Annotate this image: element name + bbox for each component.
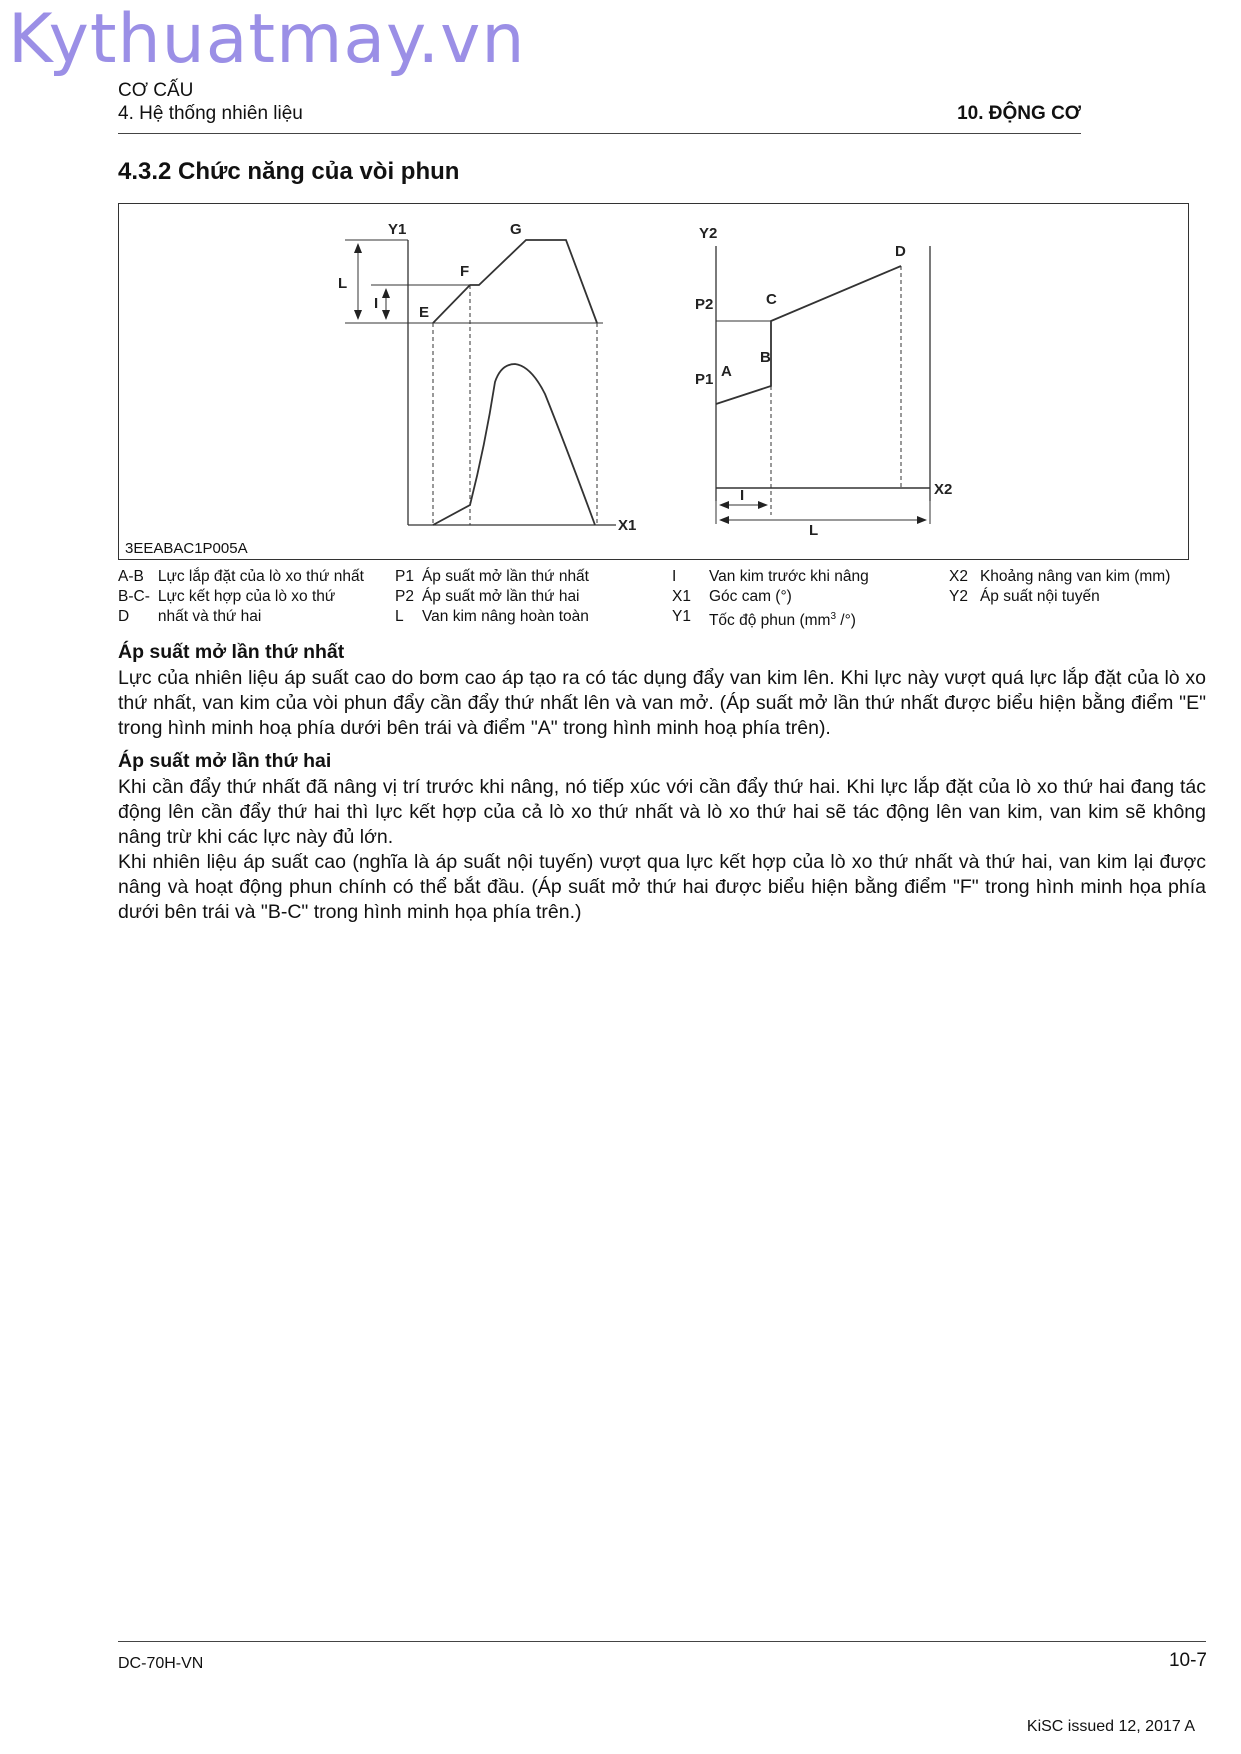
header-chapter: 10. ĐỘNG CƠ <box>957 103 1081 124</box>
section-heading-second-pressure: Áp suất mở lần thứ hai <box>118 750 332 772</box>
legend-item: L Van kim nâng hoàn toàn <box>395 608 589 625</box>
label-p2: P2 <box>695 296 714 313</box>
header-subsection: 4. Hệ thống nhiên liệu <box>118 103 303 124</box>
legend-item: Y2 Áp suất nội tuyến <box>949 588 1100 605</box>
right-diagram-labels <box>695 225 952 539</box>
label-g: G <box>510 221 522 238</box>
page-number: 10-7 <box>1168 1650 1207 1671</box>
label-x1: X1 <box>618 517 637 534</box>
label-e: E <box>419 304 430 321</box>
label-p1: P1 <box>695 371 714 388</box>
label-l-right: L <box>809 522 819 539</box>
paragraph: Khi nhiên liệu áp suất cao (nghĩa là áp suất nội tuyến) vượt qua lực kết hợp của lò xo thứ nhất và thứ hai, van kim lại được nâng và hoạt động phun chính có thể bắt đầu. (Áp suất mở thứ hai được biểu hiện bằng điểm "F" trong hình minh họa phía dưới bên trái và "B-C" trong hình minh họa phía trên.) <box>118 851 1206 923</box>
legend-item: Y1 Tốc độ phun ($mm^3$ /°) <box>672 608 856 630</box>
footer-doc-code: DC-70H-VN <box>118 1655 204 1672</box>
right-diagram <box>716 246 930 524</box>
label-f: F <box>460 263 470 280</box>
label-l-left: L <box>338 275 348 292</box>
left-diagram-labels <box>338 221 636 534</box>
label-x2: X2 <box>934 481 953 498</box>
legend-item: X1 Góc cam (°) <box>672 588 792 605</box>
legend-item: I Van kim trước khi nâng <box>672 568 869 585</box>
label-b: B <box>760 349 771 366</box>
legend-item: A-B Lực lắp đặt của lò xo thứ nhất <box>118 568 364 585</box>
label-y2: Y2 <box>699 225 718 242</box>
diagram <box>119 204 1188 559</box>
issued-note: KiSC issued 12, 2017 A <box>1026 1718 1195 1735</box>
label-c: C <box>766 291 777 308</box>
figure-code: 3EEABAC1P005A <box>125 540 248 557</box>
watermark: Kythuatmay.vn <box>8 0 526 79</box>
section-heading-first-pressure: Áp suất mở lần thứ nhất <box>118 641 345 663</box>
legend-item: P1 Áp suất mở lần thứ nhất <box>395 568 589 585</box>
legend-item: D nhất và thứ hai <box>118 608 262 625</box>
label-i-left: I <box>374 295 379 312</box>
legend-item: P2 Áp suất mở lần thứ hai <box>395 588 580 605</box>
body-content <box>118 640 1206 925</box>
label-a: A <box>721 363 732 380</box>
footer-divider <box>118 1641 1206 1642</box>
header-section: CƠ CẤU <box>118 80 194 101</box>
legend-item: X2 Khoảng nâng van kim (mm) <box>949 568 1171 585</box>
paragraph: Khi cần đẩy thứ nhất đã nâng vị trí trước khi nâng, nó tiếp xúc với cần đẩy thứ hai. Khi lực lắp đặt của lò xo thứ hai đang tác động lên cần đẩy thứ hai thì lực kết hợp của cả lò xo thứ nhất và lò xo thứ hai sẽ tác động lên van kim, van kim sẽ không nâng trừ khi các lực này đủ lớn. <box>118 776 1206 848</box>
legend-col-1 <box>118 567 364 627</box>
left-diagram <box>345 240 616 525</box>
label-d: D <box>895 243 906 260</box>
legend-col-2 <box>395 567 589 627</box>
header-divider <box>118 133 1081 134</box>
label-i-right: I <box>740 487 745 504</box>
figure-frame <box>118 203 1189 560</box>
legend-item: B-C- Lực kết hợp của lò xo thứ <box>118 588 336 605</box>
legend-col-4 <box>949 567 1170 607</box>
page-title: 4.3.2 Chức năng của vòi phun <box>118 158 460 185</box>
legend-col-3 <box>672 567 869 631</box>
label-y1: Y1 <box>388 221 407 238</box>
paragraph: Lực của nhiên liệu áp suất cao do bơm cao áp tạo ra có tác dụng đẩy van kim lên. Khi lực này vượt quá lực lắp đặt của lò xo thứ nhất, van kim của vòi phun đẩy cần đẩy thứ nhất lên và van mở. (Áp suất mở lần thứ nhất được biểu hiện bằng điểm "E" trong hình minh hoạ phía dưới bên trái và điểm "A" trong hình minh hoạ phía trên). <box>118 667 1206 739</box>
